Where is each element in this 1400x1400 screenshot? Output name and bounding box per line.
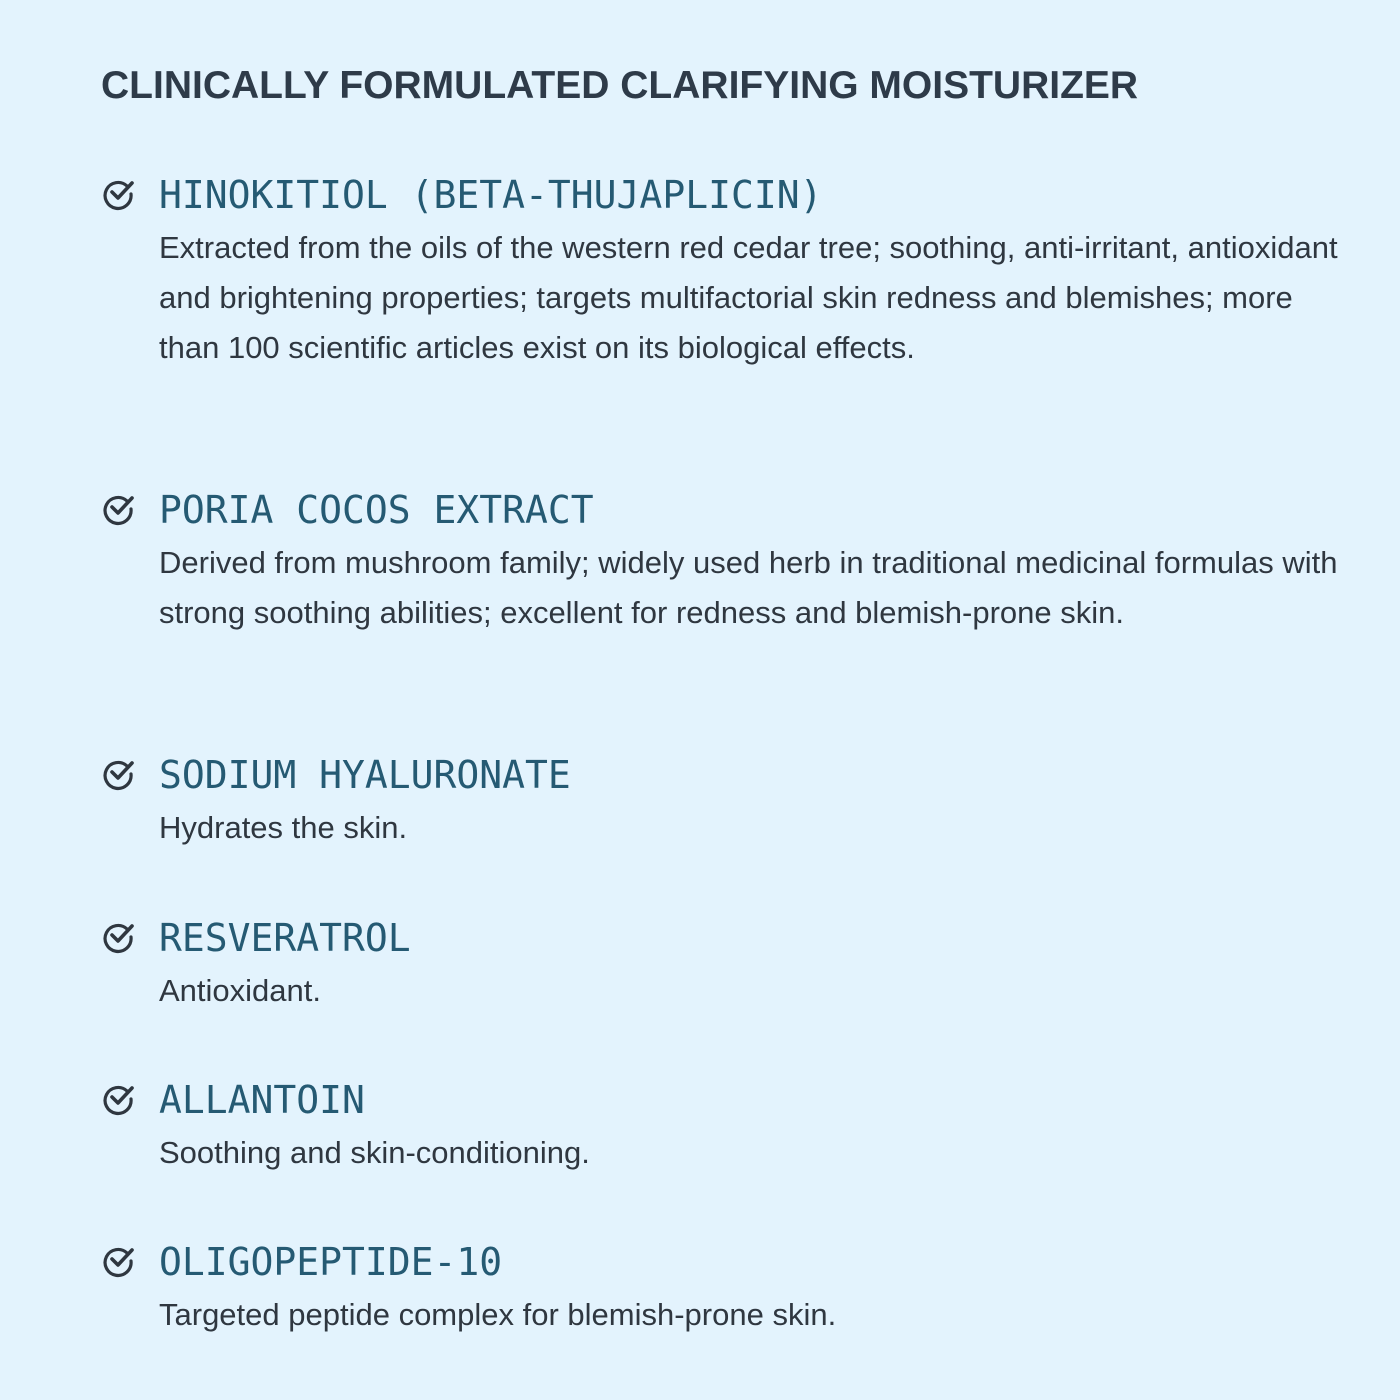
ingredient-description: Hydrates the skin.: [159, 810, 408, 845]
check-circle-icon: [101, 1080, 137, 1116]
check-circle-icon: [101, 755, 137, 791]
ingredient-description: Antioxidant.: [159, 973, 321, 1008]
ingredient-description: Derived from mushroom family; widely used herb in traditional medicinal formulas with strong soothing abilities; excellent for redness and blemish-prone skin.: [159, 545, 1338, 630]
check-circle-icon: [101, 1242, 137, 1278]
check-circle-icon: [101, 175, 137, 211]
ingredient-description: Soothing and skin-conditioning.: [159, 1135, 590, 1170]
ingredient-name: ALLANTOIN: [159, 1078, 365, 1122]
check-circle-icon: [101, 918, 137, 954]
ingredient-description: Targeted peptide complex for blemish-prone skin.: [159, 1297, 837, 1332]
check-circle-icon: [101, 490, 137, 526]
ingredient-description: Extracted from the oils of the western red cedar tree; soothing, anti-irritant, antioxidant and brightening properties; targets multifactorial skin redness and blemishes; more than 100 scientific articles exist on its biological effects.: [159, 230, 1338, 365]
ingredient-name: RESVERATROL: [159, 916, 411, 960]
ingredient-name: HINOKITIOL (BETA-THUJAPLICIN): [159, 173, 823, 217]
ingredient-name: SODIUM HYALURONATE: [159, 753, 571, 797]
ingredient-name: PORIA COCOS EXTRACT: [159, 488, 594, 532]
ingredient-name: OLIGOPEPTIDE-10: [159, 1240, 503, 1284]
page-title: CLINICALLY FORMULATED CLARIFYING MOISTURIZER: [101, 64, 1139, 107]
